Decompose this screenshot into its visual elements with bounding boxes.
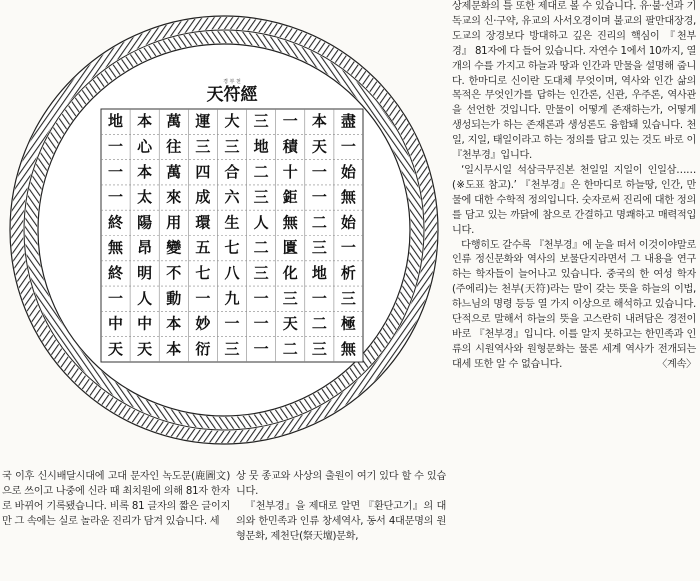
- grid-character: 三: [282, 289, 298, 308]
- grid-character: 無: [340, 339, 356, 358]
- grid-character: 環: [195, 213, 211, 232]
- paragraph: 상 뭇 종교와 사상의 출원이 여기 있다 할 수 있습니다.: [236, 471, 446, 497]
- grid-character: 三: [340, 289, 356, 308]
- grid-character: 一: [340, 137, 356, 156]
- grid-character: 二: [311, 314, 327, 333]
- grid-character: 始: [340, 213, 356, 232]
- paragraph: 국 이후 신시배달시대에 고대 문자인 녹도문(鹿圖文)으로 쓰이고 나중에 신라 때 최치원에 의해 81자 한자로 바뀌어 기록됐습니다. 비록 81 글자의 짧은 글이지만 그 속에는 실로 놀라운 진리가 담겨 있습니다. 세: [2, 471, 230, 527]
- grid-character: 鉅: [282, 188, 298, 207]
- grid-character: 運: [195, 112, 211, 131]
- grid-character: 三: [253, 264, 269, 283]
- grid-character: 終: [108, 213, 124, 232]
- grid-character: 一: [108, 162, 124, 181]
- grid-character: 無: [108, 238, 124, 257]
- grid-character: 一: [108, 289, 124, 308]
- grid-character: 終: [108, 264, 124, 283]
- grid-character: 地: [253, 137, 269, 156]
- grid-character: 一: [253, 339, 269, 358]
- grid-character: 中: [108, 314, 124, 333]
- grid-character: 地: [311, 264, 327, 283]
- grid-character: 三: [224, 339, 240, 358]
- grid-character: 六: [224, 188, 240, 207]
- grid-character: 心: [137, 137, 153, 156]
- grid-character: 七: [224, 238, 240, 257]
- grid-character: 化: [282, 264, 298, 283]
- grid-character: 人: [253, 213, 269, 232]
- figure-title-ruby: 경 부 천: [223, 79, 241, 85]
- grid-character: 合: [224, 162, 240, 181]
- grid-character: 積: [282, 137, 298, 156]
- article-column-bottom-left: [2, 470, 230, 578]
- grid-character: 衍: [195, 339, 211, 358]
- continued-mark: 〈계속〉: [657, 358, 696, 370]
- grid-character: 九: [224, 289, 240, 308]
- grid-character: 一: [108, 188, 124, 207]
- grid-character: 四: [195, 162, 211, 181]
- grid-character: 不: [166, 264, 182, 283]
- grid-character: 萬: [166, 162, 182, 181]
- grid-character: 中: [137, 314, 153, 333]
- grid-character: 天: [108, 339, 124, 358]
- grid-character: 一: [311, 188, 327, 207]
- grid-character: 二: [253, 238, 269, 257]
- paragraph: [452, 239, 696, 373]
- grid-character: 七: [195, 264, 211, 283]
- grid-character: 二: [311, 213, 327, 232]
- grid-character: 三: [224, 137, 240, 156]
- paragraph: 『천부경』을 제대로 알면 『환단고기』의 대의와 한민족과 인류 창세역사, 동서 4대문명의 원형문화, 제천단(祭天壇)문화,: [236, 500, 446, 542]
- grid-character: 一: [311, 162, 327, 181]
- grid-character: 匱: [282, 238, 298, 257]
- grid-character: 動: [166, 289, 182, 308]
- grid-character: 三: [311, 339, 327, 358]
- grid-character: 本: [166, 314, 182, 333]
- figure-title-text: 天符經: [206, 85, 258, 105]
- grid-character: 明: [137, 264, 153, 283]
- paragraph: ‘일시무시일 석삼극무진본 천일일 지일이 인일삼……(※도표 참고).’ 『천부경』은 한마디로 하늘땅, 인간, 만물에 대한 수학적 정의입니다. 숫자로써 진리에 대한 정의를 담고 있는 까닭에 참으로 간결하고 명쾌하고 매력적입니다.: [452, 164, 696, 236]
- grid-character: 十: [282, 162, 298, 181]
- grid-character: 一: [108, 137, 124, 156]
- grid-character: 陽: [137, 213, 153, 232]
- grid-character: 天: [311, 137, 327, 156]
- article-column-right: [452, 0, 696, 564]
- grid-character: 本: [137, 112, 153, 131]
- grid-character: 一: [224, 314, 240, 333]
- grid-character: 一: [282, 112, 298, 131]
- grid-character: 萬: [166, 112, 182, 131]
- grid-character: 一: [195, 289, 211, 308]
- grid-character: 成: [195, 188, 211, 207]
- grid-character: 二: [282, 339, 298, 358]
- grid-character: 本: [311, 112, 327, 131]
- grid-character: 妙: [195, 314, 211, 333]
- grid-character: 無: [340, 188, 356, 207]
- grid-character: 人: [137, 289, 153, 308]
- grid-character: 盡: [340, 112, 356, 131]
- grid-character: 往: [166, 137, 182, 156]
- grid-character: 五: [195, 238, 211, 257]
- grid-character: 始: [340, 162, 356, 181]
- grid-character: 天: [282, 314, 298, 333]
- grid-character: 太: [137, 188, 153, 207]
- grid-character: 三: [253, 112, 269, 131]
- grid-character: 本: [166, 339, 182, 358]
- grid-character: 用: [166, 213, 182, 232]
- grid-character: 三: [253, 188, 269, 207]
- grid-character: 大: [224, 112, 240, 131]
- article-column-bottom-middle: [236, 470, 446, 578]
- grid-character: 三: [311, 238, 327, 257]
- grid-character: 無: [282, 213, 298, 232]
- grid-character: 一: [340, 238, 356, 257]
- grid-character: 極: [340, 314, 356, 333]
- grid-character: 天: [137, 339, 153, 358]
- grid-character: 地: [108, 112, 124, 131]
- grid-character: 一: [311, 289, 327, 308]
- grid-character: 昂: [137, 238, 153, 257]
- grid-character: 一: [253, 314, 269, 333]
- grid-character: 生: [224, 213, 240, 232]
- grid-character: 來: [166, 188, 182, 207]
- paragraph: 상제문화의 틀 또한 제대로 볼 수 있습니다. 유·불·선과 기독교의 신·구약, 유교의 사서오경이며 불교의 팔만대장경, 도교의 장경보다 방대하고 깊은 진리의 핵심이 『천부경』 81자에 다 들어 있습니다. 자연수 1에서 10까지, 열 개의 수를 가지고 하늘과 땅과 인간과 만물을 설명해 줍니다. 한마디로 신이란 도대체 무엇이며, 역사와 인간 삶의 목적은 무엇인가를 답하는 인간론, 신관, 우주론, 역사관을 선언한 것입니다. 만물이 어떻게 존재하는가, 어떻게 생성되는가 하는 존재론과 생성론도 융합돼 있습니다. 천일, 지일, 태일이라고 하는 정의를 답고 있는 것도 바로 이 『천부경』입니다.: [452, 1, 696, 162]
- paragraph-text: 다행히도 갈수록 『천부경』에 눈을 떠서 이것이야말로 인류 정신문화와 역사의 보물단지라면서 그 내용을 연구하는 학자들이 늘어나고 있습니다. 중국의 한 여성 학자(주에리)는 천부(天符)라는 말이 갖는 뜻을 하늘의 이법, 하느님의 명령 등등 열 가지 이상으로 해석하고 있습니다. 단적으로 말해서 하늘의 뜻을 고스란히 내려담은 경전이 바로 『천부경』입니다. 이를 알지 못하고는 한민족과 인류의 시원역사와 원형문화는 물론 세계 역사가 전개되는 대세 또한 알 수 없습니다.: [452, 239, 696, 370]
- grid-character: 三: [195, 137, 211, 156]
- grid-character: 一: [253, 289, 269, 308]
- grid-character: 八: [224, 264, 240, 283]
- grid-character: 二: [253, 162, 269, 181]
- grid-character: 本: [137, 162, 153, 181]
- grid-character: 變: [166, 238, 182, 257]
- grid-character: 析: [340, 264, 356, 283]
